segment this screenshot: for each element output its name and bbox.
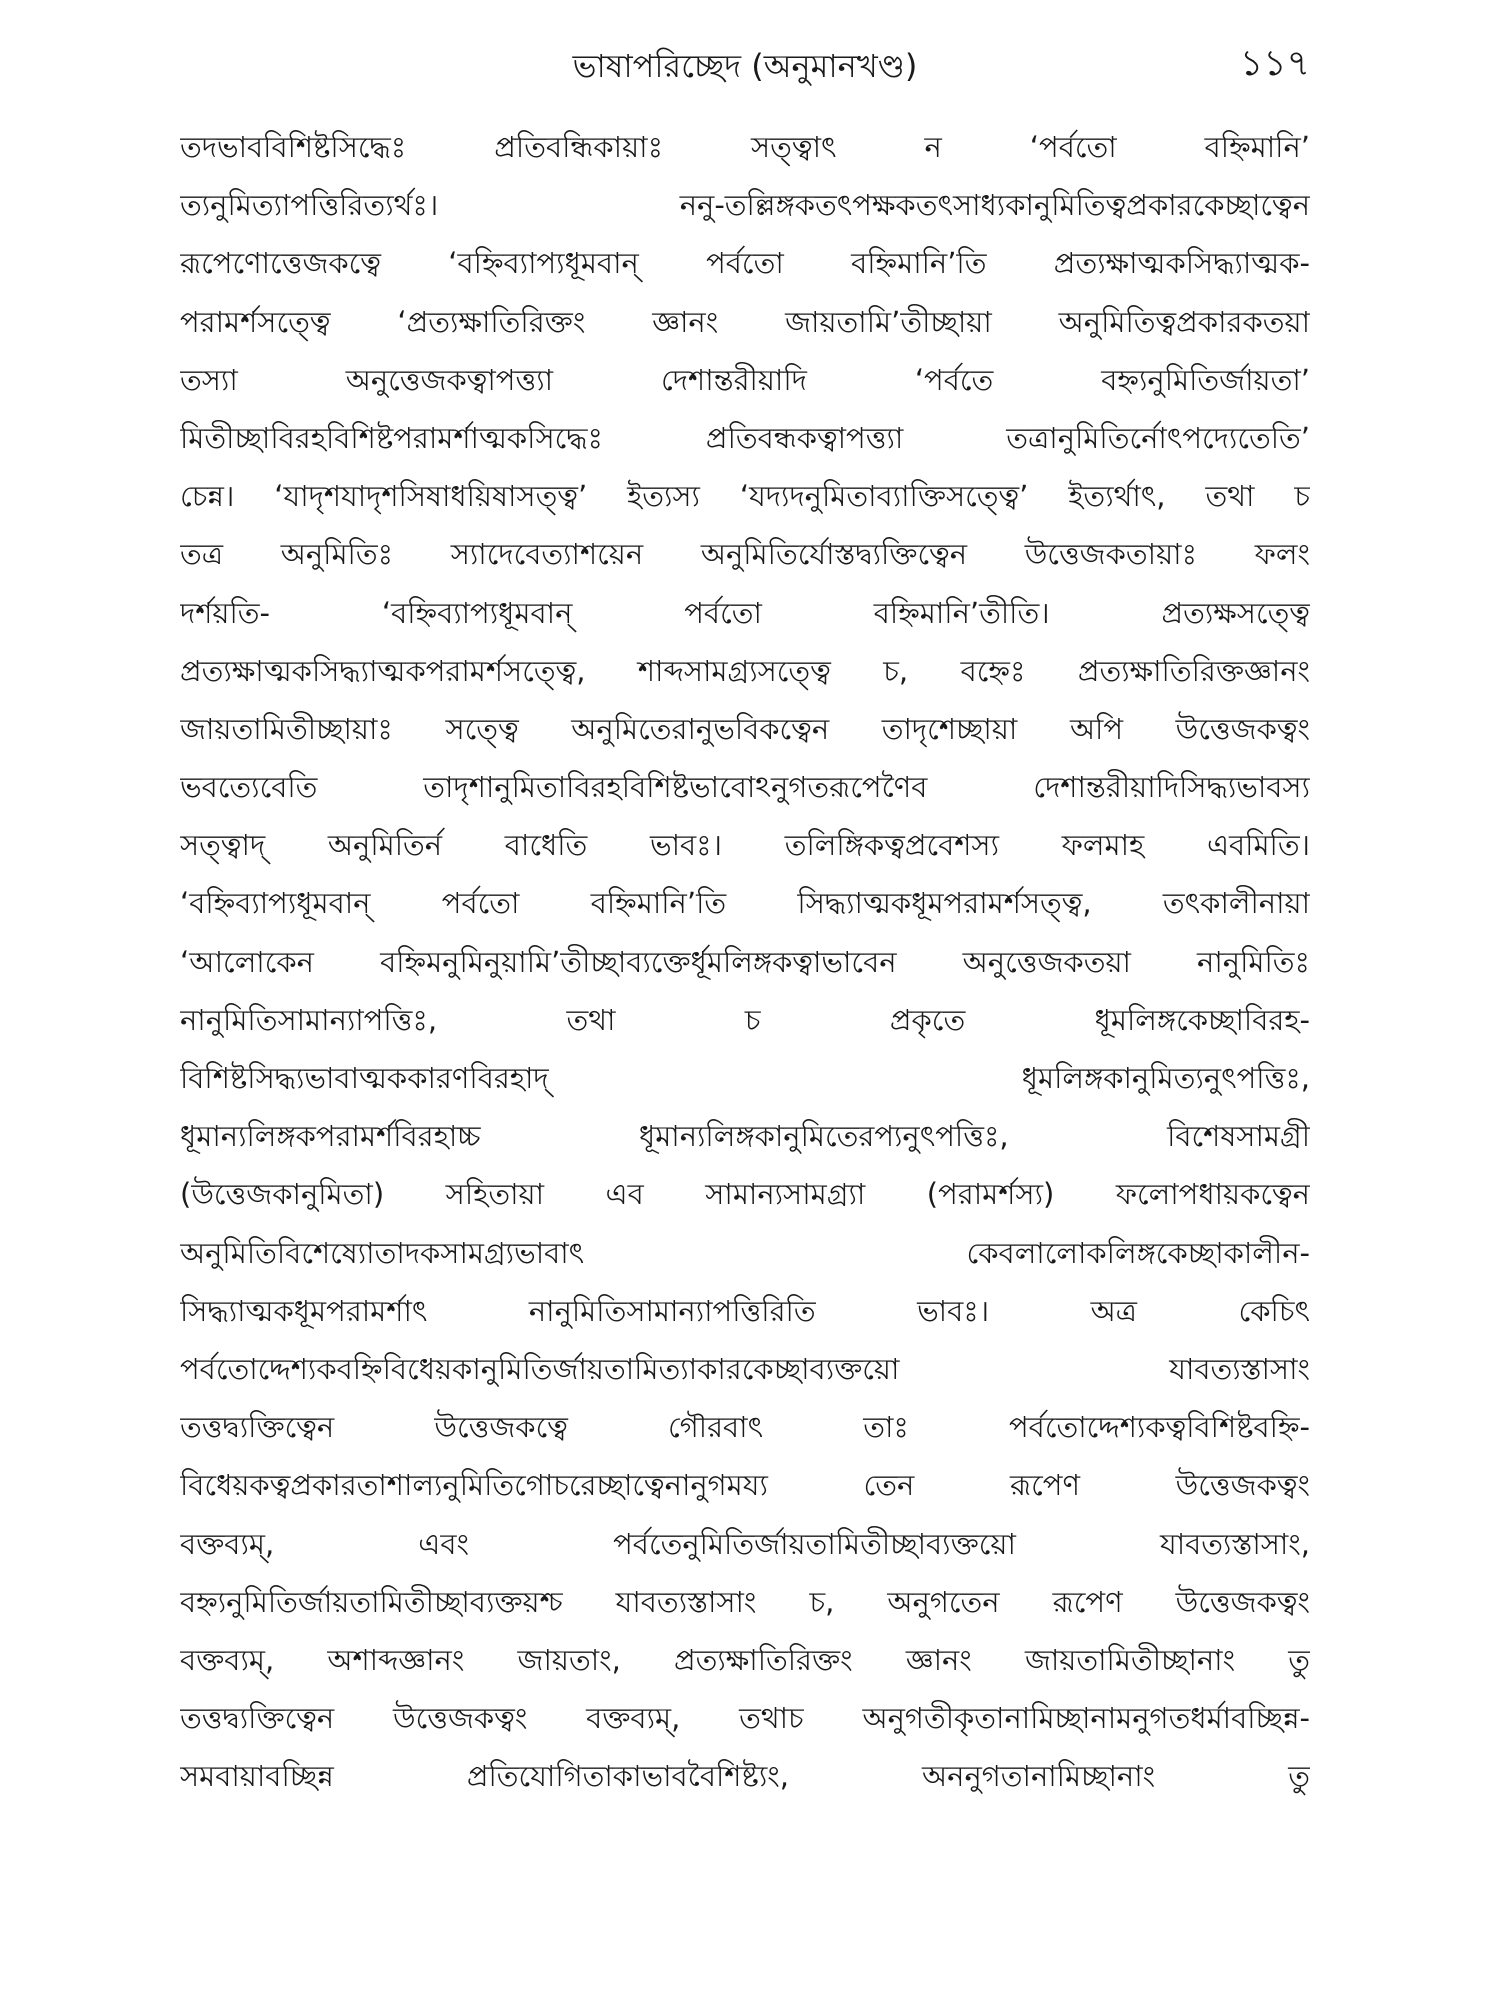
text-line: অনুমিতিবিশেষ্যোতাদকসামগ্র্যভাবাৎ কেবলালোকলিঙ্গকেচ্ছাকালীন- <box>180 1235 1310 1270</box>
text-line: (উত্তেজকানুমিতা) সহিতায়া এব সামান্যসামগ্র্যা (পরামর্শস্য) ফলোপধায়কত্বেন <box>180 1177 1310 1212</box>
text-line: ‘বহ্নিব্যাপ্যধূমবান্ পর্বতো বহ্নিমানি’তি সিদ্ধ্যাত্মকধূমপরামর্শসত্ত্ব, তৎকালীনায়া <box>180 886 1310 921</box>
text-line: সত্ত্বাদ্ অনুমিতির্ন বাধেতি ভাবঃ। তলিঙ্গিকত্বপ্রবেশস্য ফলমাহ এবমিতি। <box>180 828 1310 863</box>
text-line: রূপেণোত্তেজকত্বে ‘বহ্নিব্যাপ্যধূমবান্ পর্বতো বহ্নিমানি’তি প্রত্যক্ষাত্মকসিদ্ধ্যাত্মক- <box>180 246 1310 281</box>
text-line: তস্যা অনুত্তেজকত্বাপত্ত্যা দেশান্তরীয়াদি ‘পর্বতে বহ্ন্যনুমিতির্জায়তা’ <box>180 362 1310 397</box>
text-line: তদভাববিশিষ্টসিদ্ধেঃ প্রতিবন্ধিকায়াঃ সত্ত্বাৎ ন ‘পর্বতো বহ্নিমানি’ <box>180 130 1310 164</box>
text-line: চেন্ন। ‘যাদৃশযাদৃশসিষাধয়িষাসত্ত্ব’ ইত্যস্য ‘যদ্যদনুমিতাব্যাক্তিসত্ত্বে’ ইত্যর্থাৎ, তথা চ <box>180 479 1310 514</box>
text-line: ভবত্যেবেতি তাদৃশানুমিতাবিরহবিশিষ্টভাবোঽনুগতরূপেণৈব দেশান্তরীয়াদিসিদ্ধ্যভাবস্য <box>180 770 1310 805</box>
text-line: মিতীচ্ছাবিরহবিশিষ্টপরামর্শাত্মকসিদ্ধেঃ প্রতিবন্ধকত্বাপত্ত্যা তত্রানুমিতির্নোৎপদ্যেতেতি’ <box>180 420 1310 455</box>
text-line: ত্যনুমিত্যাপত্তিরিত্যর্থঃ। ননু-তল্লিঙ্গকতৎপক্ষকতৎসাধ্যকানুমিতিত্বপ্রকারকেচ্ছাত্বেন <box>180 188 1310 223</box>
text-line: সিদ্ধ্যাত্মকধূমপরামর্শাৎ নানুমিতিসামান্যাপত্তিরিতি ভাবঃ। অত্র কেচিৎ <box>180 1293 1310 1328</box>
text-line: বক্তব্যম্, অশাব্দজ্ঞানং জায়তাং, প্রত্যক্ষাতিরিক্তং জ্ঞানং জায়তামিতীচ্ছানাং তু <box>180 1642 1310 1677</box>
text-line: বহ্ন্যনুমিতির্জায়তামিতীচ্ছাব্যক্তয়শ্চ যাবত্যস্তাসাং চ, অনুগতেন রূপেণ উত্তেজকত্বং <box>180 1584 1310 1619</box>
text-line: সমবায়াবচ্ছিন্ন প্রতিযোগিতাকাভাববৈশিষ্ট্যং, অননুগতানামিচ্ছানাং তু <box>180 1759 1310 1794</box>
text-line: তত্তদ্ব্যক্তিত্বেন উত্তেজকত্বং বক্তব্যম্, তথাচ অনুগতীকৃতানামিচ্ছানামনুগতধর্মাবচ্ছিন্ন- <box>180 1701 1310 1736</box>
text-line: প্রত্যক্ষাত্মকসিদ্ধ্যাত্মকপরামর্শসত্ত্বে, শাব্দসামগ্র্যসত্ত্বে চ, বহ্নেঃ প্রত্যক্ষাতিরিক্তজ্ঞানং <box>180 653 1310 688</box>
text-line: নানুমিতিসামান্যাপত্তিঃ, তথা চ প্রকৃতে ধূমলিঙ্গকেচ্ছাবিরহ- <box>180 1002 1310 1037</box>
page-header <box>180 32 1310 102</box>
text-line: বক্তব্যম্, এবং পর্বতেনুমিতির্জায়তামিতীচ্ছাব্যক্তয়ো যাবত্যস্তাসাং, <box>180 1526 1310 1561</box>
running-head: ভাষাপরিচ্ছেদ (অনুমানখণ্ড) <box>572 47 918 85</box>
text-line: ধূমান্যলিঙ্গকপরামর্শবিরহাচ্চ ধূমান্যলিঙ্গকানুমিতেরপ্যনুৎপত্তিঃ, বিশেষসামগ্রী <box>180 1119 1310 1154</box>
text-line: পর্বতোদ্দেশ্যকবহ্নিবিধেয়কানুমিতির্জায়তামিত্যাকারকেচ্ছাব্যক্তয়ো যাবত্যস্তাসাং <box>180 1351 1310 1386</box>
text-line: বিশিষ্টসিদ্ধ্যভাবাত্মককারণবিরহাদ্ ধূমলিঙ্গকানুমিত্যনুৎপত্তিঃ, <box>180 1061 1310 1095</box>
text-line: পরামর্শসত্ত্বে ‘প্রত্যক্ষাতিরিক্তং জ্ঞানং জায়তামি’তীচ্ছায়া অনুমিতিত্বপ্রকারকতয়া <box>180 304 1310 339</box>
text-line: তত্তদ্ব্যক্তিত্বেন উত্তেজকত্বে গৌরবাৎ তাঃ পর্বতোদ্দেশ্যকত্ববিশিষ্টবহ্নি- <box>180 1410 1310 1445</box>
body-text <box>180 118 1310 1805</box>
text-line: ‘আলোকেন বহ্নিমনুমিনুয়ামি’তীচ্ছাব্যক্তের্ধূমলিঙ্গকত্বাভাবেন অনুত্তেজকতয়া নানুমিতিঃ <box>180 944 1310 979</box>
text-line: বিধেয়কত্বপ্রকারতাশাল্যনুমিতিগোচরেচ্ছাত্বেনানুগময্য তেন রূপেণ উত্তেজকত্বং <box>180 1468 1310 1503</box>
text-line: তত্র অনুমিতিঃ স্যাদেবেত্যাশয়েন অনুমিতির্যোস্তদ্ব্যক্তিত্বেন উত্তেজকতায়াঃ ফলং <box>180 537 1310 572</box>
text-line: জায়তামিতীচ্ছায়াঃ সত্ত্বে অনুমিতেরানুভবিকত্বেন তাদৃশেচ্ছায়া অপি উত্তেজকত্বং <box>180 711 1310 746</box>
page-number: ১১৭ <box>1239 43 1310 84</box>
text-line: দর্শয়তি- ‘বহ্নিব্যাপ্যধূমবান্ পর্বতো বহ্নিমানি’তীতি। প্রত্যক্ষসত্ত্বে <box>180 595 1310 630</box>
